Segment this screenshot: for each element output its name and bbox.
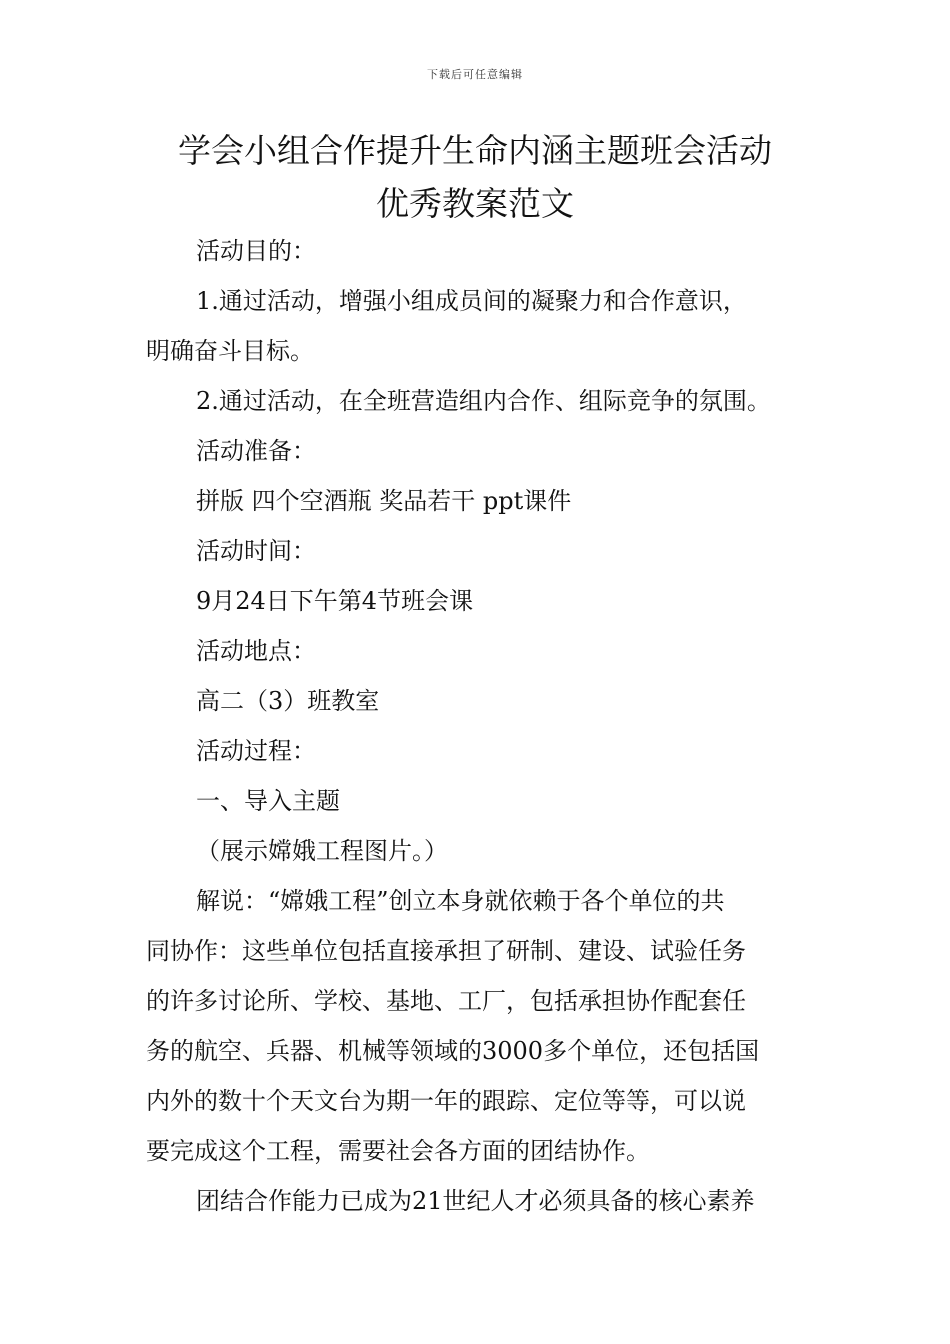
document-title-line-2: 优秀教案范文 (376, 184, 574, 223)
paragraph-line: 明确奋斗目标。 (146, 337, 314, 365)
subsection-heading: 一、导入主题 (196, 787, 340, 815)
paragraph-line: （展示嫦娥工程图片。） (196, 837, 448, 865)
paragraph-line: 1.通过活动，增强小组成员间的凝聚力和合作意识， (196, 287, 747, 315)
paragraph-line: 的许多讨论所、学校、基地、工厂，包括承担协作配套任 (146, 987, 746, 1015)
paragraph-line: 要完成这个工程，需要社会各方面的团结协作。 (146, 1137, 650, 1165)
header-note: 下载后可任意编辑 (427, 68, 523, 81)
paragraph-line: 解说：“嫦娥工程”创立本身就依赖于各个单位的共 (196, 887, 725, 915)
paragraph-line: 务的航空、兵器、机械等领域的3000多个单位，还包括国 (146, 1037, 760, 1065)
document-title-line-1: 学会小组合作提升生命内涵主题班会活动 (178, 131, 772, 170)
paragraph-line: 拼版 四个空酒瓶 奖品若干 ppt课件 (196, 487, 572, 515)
paragraph-line: 2.通过活动，在全班营造组内合作、组际竞争的氛围。 (196, 387, 771, 415)
section-heading-time: 活动时间： (196, 537, 316, 565)
paragraph-line: 团结合作能力已成为21世纪人才必须具备的核心素养 (196, 1187, 755, 1215)
section-heading-preparation: 活动准备： (196, 437, 316, 465)
paragraph-line: 高二（3）班教室 (196, 687, 380, 715)
section-heading-process: 活动过程： (196, 737, 316, 765)
section-heading-location: 活动地点： (196, 637, 316, 665)
paragraph-line: 内外的数十个天文台为期一年的跟踪、定位等等，可以说 (146, 1087, 746, 1115)
document-body (146, 226, 806, 1226)
paragraph-line: 9月24日下午第4节班会课 (196, 587, 474, 615)
paragraph-line: 同协作：这些单位包括直接承担了研制、建设、试验任务 (146, 937, 746, 965)
section-heading-purpose: 活动目的： (196, 237, 316, 265)
